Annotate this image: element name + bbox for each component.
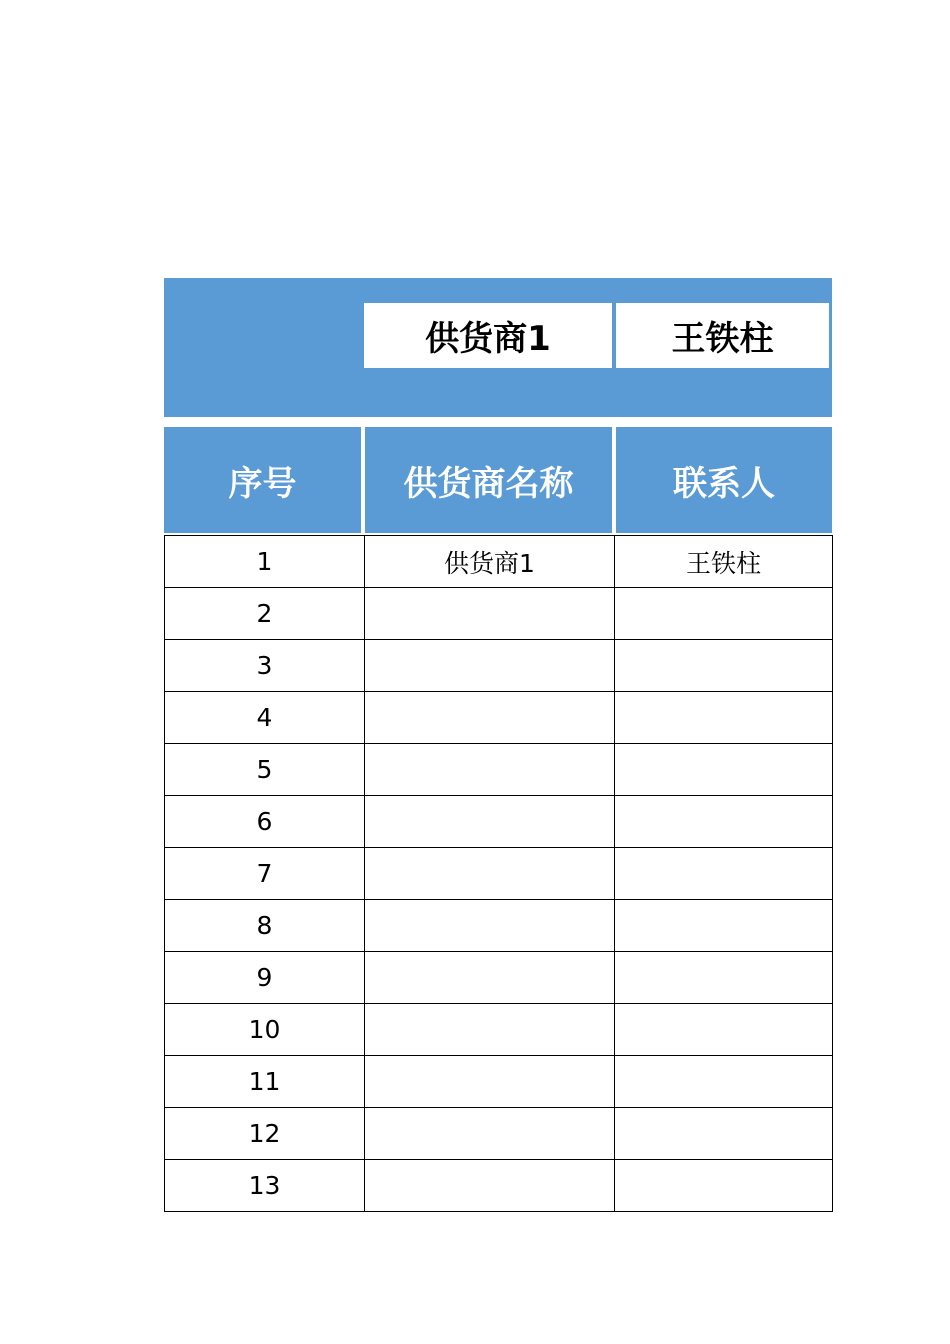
table-row [165,1056,833,1108]
supplier-sheet [164,278,832,1212]
table-header [164,427,832,533]
cell-supplier-name[interactable]: 供货商1 [365,536,615,588]
cell-contact[interactable] [615,1108,833,1160]
table-row [165,588,833,640]
cell-contact[interactable] [615,588,833,640]
cell-contact[interactable] [615,952,833,1004]
cell-contact[interactable] [615,692,833,744]
header-contact: 联系人 [616,427,832,533]
cell-supplier-name[interactable] [365,744,615,796]
cell-index[interactable]: 1 [165,536,365,588]
banner-contact-cell[interactable] [616,303,829,368]
table-row [165,692,833,744]
cell-contact[interactable] [615,1004,833,1056]
table-row [165,1004,833,1056]
table-row [165,900,833,952]
cell-contact[interactable]: 王铁柱 [615,536,833,588]
table-row [165,796,833,848]
cell-supplier-name[interactable] [365,848,615,900]
cell-contact[interactable] [615,900,833,952]
banner-contact-value: 王铁柱 [671,319,774,359]
header-index: 序号 [164,427,361,533]
table-row [165,536,833,588]
table-row [165,848,833,900]
banner-supplier-cell[interactable] [364,303,612,368]
cell-supplier-name[interactable] [365,796,615,848]
cell-index[interactable]: 9 [165,952,365,1004]
cell-contact[interactable] [615,796,833,848]
supplier-table [164,535,833,1212]
cell-supplier-name[interactable] [365,1160,615,1212]
cell-index[interactable]: 10 [165,1004,365,1056]
table-row [165,640,833,692]
cell-index[interactable]: 2 [165,588,365,640]
cell-index[interactable]: 4 [165,692,365,744]
banner-supplier-value: 供货商1 [425,319,551,359]
table-row [165,1108,833,1160]
cell-supplier-name[interactable] [365,952,615,1004]
table-row [165,952,833,1004]
cell-index[interactable]: 3 [165,640,365,692]
cell-supplier-name[interactable] [365,1004,615,1056]
cell-supplier-name[interactable] [365,1056,615,1108]
table-row [165,744,833,796]
header-supplier-name: 供货商名称 [365,427,612,533]
cell-supplier-name[interactable] [365,900,615,952]
cell-contact[interactable] [615,1160,833,1212]
cell-contact[interactable] [615,848,833,900]
spacer [164,417,832,427]
cell-index[interactable]: 8 [165,900,365,952]
cell-index[interactable]: 5 [165,744,365,796]
cell-contact[interactable] [615,744,833,796]
cell-index[interactable]: 12 [165,1108,365,1160]
cell-supplier-name[interactable] [365,692,615,744]
cell-supplier-name[interactable] [365,640,615,692]
cell-index[interactable]: 11 [165,1056,365,1108]
cell-supplier-name[interactable] [365,588,615,640]
cell-index[interactable]: 7 [165,848,365,900]
cell-supplier-name[interactable] [365,1108,615,1160]
cell-index[interactable]: 13 [165,1160,365,1212]
filter-banner [164,278,832,417]
table-body [165,536,833,1212]
cell-contact[interactable] [615,1056,833,1108]
table-row [165,1160,833,1212]
cell-index[interactable]: 6 [165,796,365,848]
cell-contact[interactable] [615,640,833,692]
